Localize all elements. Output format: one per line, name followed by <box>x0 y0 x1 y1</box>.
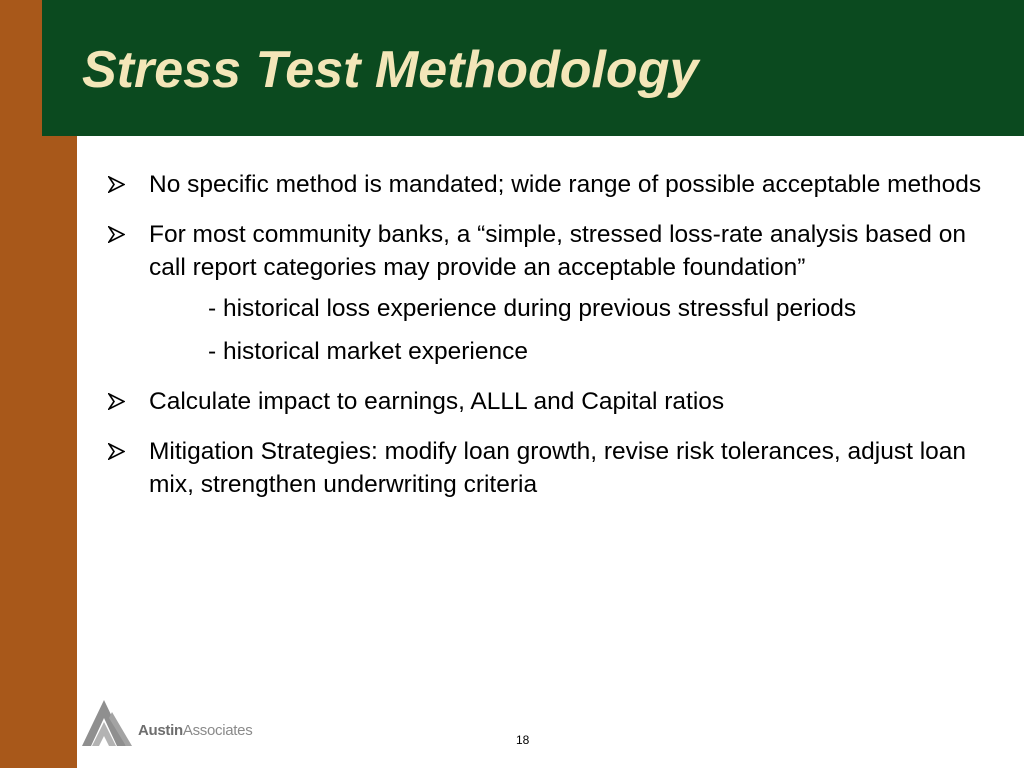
bullet-text: Mitigation Strategies: modify loan growth, revise risk tolerances, adjust loan mix, strengthen underwriting criteria <box>149 438 967 498</box>
logo-wordmark <box>138 722 252 739</box>
arrowhead-bullet-icon <box>108 435 128 468</box>
slide-title: Stress Test Methodology <box>82 41 699 99</box>
bullet-item <box>108 218 988 284</box>
page-number: 18 <box>516 733 530 747</box>
bullet-item <box>108 168 988 201</box>
bullet-item <box>108 385 988 418</box>
logo-word-light: Associates <box>182 722 253 739</box>
sub-item: - historical market experience <box>208 338 528 365</box>
sub-item-group <box>108 292 988 368</box>
arrowhead-bullet-icon <box>108 218 128 251</box>
arrowhead-bullet-icon <box>108 385 128 418</box>
slide-content <box>108 168 988 518</box>
bullet-text: Calculate impact to earnings, ALLL and Capital ratios <box>149 388 725 415</box>
bullet-text: No specific method is mandated; wide range of possible acceptable methods <box>149 171 982 198</box>
austin-associates-logo <box>82 698 282 750</box>
bullet-text: For most community banks, a “simple, stressed loss-rate analysis based on call report categories may provide an acceptable foundation” <box>149 221 966 281</box>
logo-word-bold: Austin <box>138 722 183 739</box>
bullet-item <box>108 435 988 501</box>
sub-item: - historical loss experience during previous stressful periods <box>208 295 857 322</box>
austin-associates-logo-mark <box>82 698 134 750</box>
arrowhead-bullet-icon <box>108 168 128 201</box>
title-band <box>42 0 1024 136</box>
